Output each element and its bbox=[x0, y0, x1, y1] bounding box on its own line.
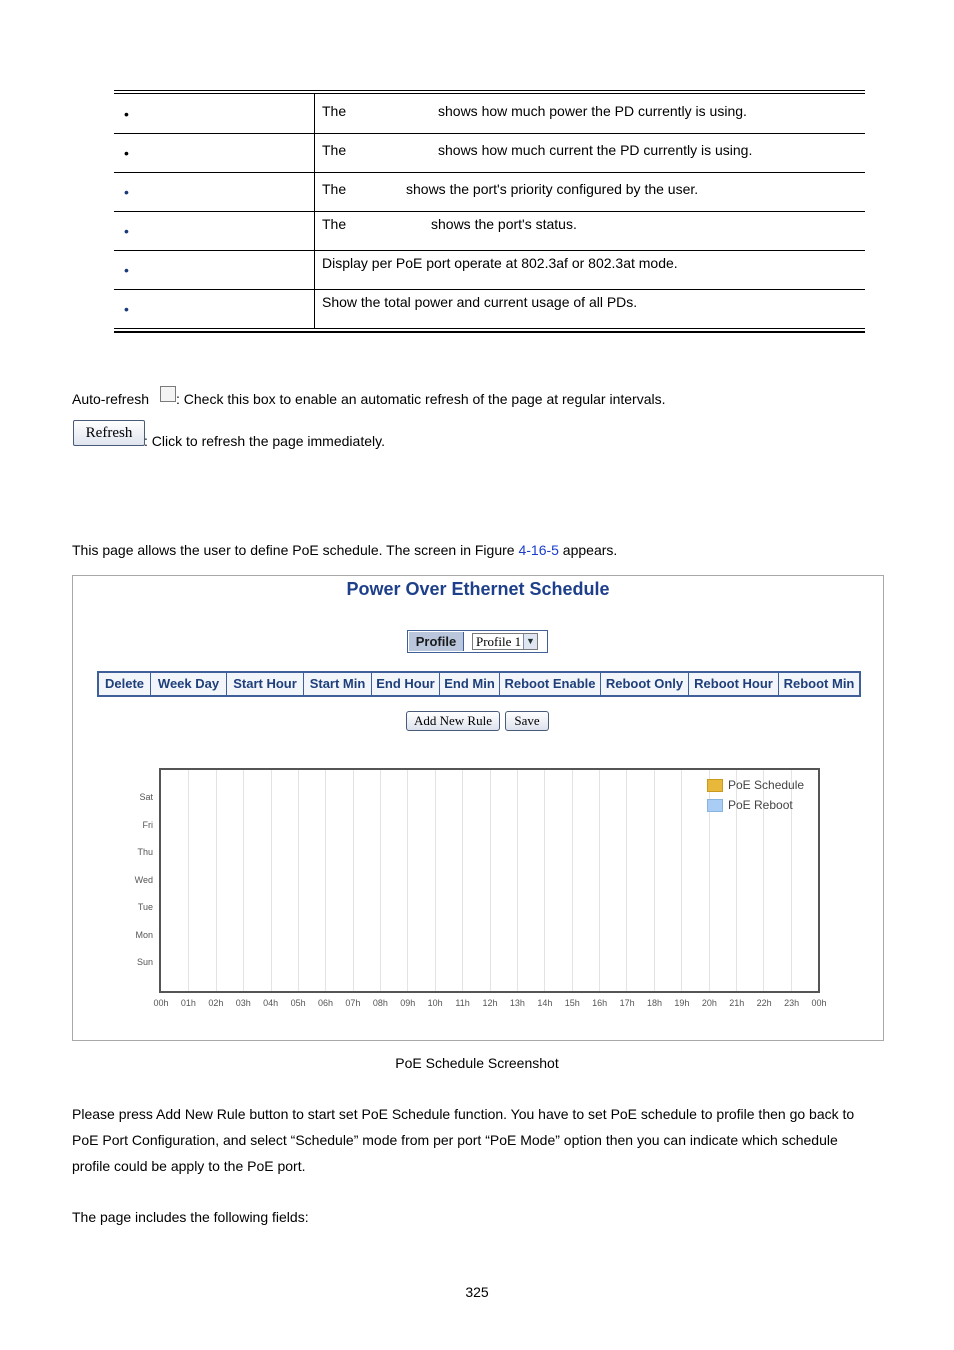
refresh-description: : Click to refresh the page immediately. bbox=[144, 433, 385, 449]
poe-schedule-figure bbox=[72, 575, 884, 1041]
bullet: • bbox=[124, 301, 129, 317]
hour-label: 05h bbox=[290, 998, 306, 1008]
column-header-reboot-min: Reboot Min bbox=[779, 673, 859, 695]
schedule-rules-table bbox=[97, 671, 861, 697]
column-header-week-day: Week Day bbox=[151, 673, 227, 695]
intro-paragraph bbox=[72, 542, 617, 558]
auto-refresh-label: Auto-refresh bbox=[72, 391, 150, 407]
hour-label: 20h bbox=[701, 998, 717, 1008]
row-description: Show the total power and current usage of all PDs. bbox=[322, 294, 638, 310]
table-row bbox=[114, 250, 865, 290]
chevron-down-icon[interactable]: ▼ bbox=[523, 634, 537, 649]
hour-label: 17h bbox=[619, 998, 635, 1008]
intro-text-end: appears. bbox=[558, 542, 618, 558]
table-row bbox=[114, 211, 865, 251]
hour-label: 04h bbox=[263, 998, 279, 1008]
column-header-start-hour: Start Hour bbox=[227, 673, 304, 695]
table-row bbox=[114, 289, 865, 329]
column-header-start-min: Start Min bbox=[304, 673, 372, 695]
hour-label: 06h bbox=[317, 998, 334, 1008]
auto-refresh-checkbox[interactable] bbox=[160, 386, 176, 402]
hour-label: 19h bbox=[674, 998, 690, 1008]
day-label: Mon bbox=[135, 929, 153, 940]
hour-label: 11h bbox=[455, 998, 470, 1008]
hour-label: 00h bbox=[811, 998, 827, 1008]
hour-label: 18h bbox=[646, 998, 663, 1008]
auto-refresh-description: : Check this box to enable an automatic refresh of the page at regular intervals. bbox=[176, 391, 666, 407]
row-description: Display per PoE port operate at 802.3af or 802.3at mode. bbox=[322, 255, 678, 271]
profile-selector bbox=[407, 630, 548, 653]
table-bottom-rule bbox=[114, 331, 865, 333]
figure-link[interactable]: 4-16-5 bbox=[518, 542, 559, 558]
figure-caption: PoE Schedule Screenshot bbox=[395, 1055, 559, 1071]
day-label: Sat bbox=[139, 792, 153, 802]
column-header-end-min: End Min bbox=[440, 673, 500, 695]
hour-label: 13h bbox=[509, 998, 525, 1008]
day-label: Wed bbox=[134, 874, 153, 885]
row-prefix: The bbox=[322, 142, 347, 158]
hour-label: 12h bbox=[482, 998, 498, 1008]
refresh-button[interactable]: Refresh bbox=[73, 420, 145, 446]
hour-label: 00h bbox=[153, 998, 169, 1008]
hour-label: 02h bbox=[208, 998, 224, 1008]
column-header-reboot-hour: Reboot Hour bbox=[689, 673, 779, 695]
day-label: Fri bbox=[142, 819, 153, 830]
fields-intro: The page includes the following fields: bbox=[72, 1209, 309, 1225]
bullet: • bbox=[124, 223, 129, 239]
hour-label: 07h bbox=[345, 998, 361, 1008]
hour-label: 08h bbox=[372, 998, 388, 1008]
row-description: shows the port's priority configured by the user. bbox=[406, 181, 699, 197]
body-paragraph-line: Please press Add New Rule button to start set PoE Schedule function. You have to set PoE schedule to profile then go back to bbox=[72, 1106, 855, 1122]
hour-label: 09h bbox=[400, 998, 416, 1008]
profile-value: Profile 1 bbox=[476, 634, 522, 649]
bullet: • bbox=[124, 145, 129, 161]
table-row bbox=[114, 94, 865, 134]
add-new-rule-button[interactable]: Add New Rule bbox=[406, 711, 500, 731]
column-header-end-hour: End Hour bbox=[372, 673, 440, 695]
bullet: • bbox=[124, 184, 129, 200]
row-description: shows the port's status. bbox=[431, 216, 577, 232]
body-paragraph-line: PoE Port Configuration, and select “Schedule” mode from per port “PoE Mode” option then you can indicate which schedule bbox=[72, 1132, 838, 1148]
hour-label: 15h bbox=[564, 998, 580, 1008]
row-prefix: The bbox=[322, 181, 347, 197]
page-title: Power Over Ethernet Schedule bbox=[346, 579, 610, 599]
column-header-delete: Delete bbox=[99, 673, 151, 695]
day-label: Thu bbox=[137, 847, 153, 857]
profile-dropdown[interactable] bbox=[472, 633, 538, 650]
bullet: • bbox=[124, 106, 129, 122]
hour-label: 01h bbox=[180, 998, 196, 1008]
day-label: Tue bbox=[137, 902, 153, 912]
hour-label: 23h bbox=[784, 998, 800, 1008]
table-row bbox=[114, 172, 865, 212]
table-top-rule bbox=[114, 90, 865, 91]
hour-label: 03h bbox=[235, 998, 251, 1008]
column-header-reboot-enable: Reboot Enable bbox=[500, 673, 601, 695]
column-header-reboot-only: Reboot Only bbox=[601, 673, 689, 695]
profile-label: Profile bbox=[409, 632, 464, 651]
legend-label-schedule: PoE Schedule bbox=[728, 778, 805, 792]
legend-swatch-schedule bbox=[707, 779, 723, 792]
hour-label: 10h bbox=[427, 998, 443, 1008]
legend-swatch-reboot bbox=[707, 799, 723, 812]
body-paragraph-line: profile could be apply to the PoE port. bbox=[72, 1158, 306, 1174]
row-prefix: The bbox=[322, 103, 347, 119]
hour-label: 16h bbox=[592, 998, 608, 1008]
table-row bbox=[114, 133, 865, 173]
save-button[interactable]: Save bbox=[505, 711, 549, 731]
page-number: 325 bbox=[465, 1284, 489, 1300]
row-description: shows how much current the PD currently is using. bbox=[438, 142, 753, 158]
day-label: Sun bbox=[136, 957, 153, 967]
row-description: shows how much power the PD currently is using. bbox=[438, 103, 747, 119]
hour-label: 14h bbox=[537, 998, 553, 1008]
hour-label: 22h bbox=[756, 998, 772, 1008]
bullet: • bbox=[124, 262, 129, 278]
hour-label: 21h bbox=[729, 998, 745, 1008]
intro-text: This page allows the user to define PoE schedule. The screen in Figure bbox=[72, 542, 519, 558]
legend-label-reboot: PoE Reboot bbox=[728, 798, 793, 812]
row-prefix: The bbox=[322, 216, 347, 232]
